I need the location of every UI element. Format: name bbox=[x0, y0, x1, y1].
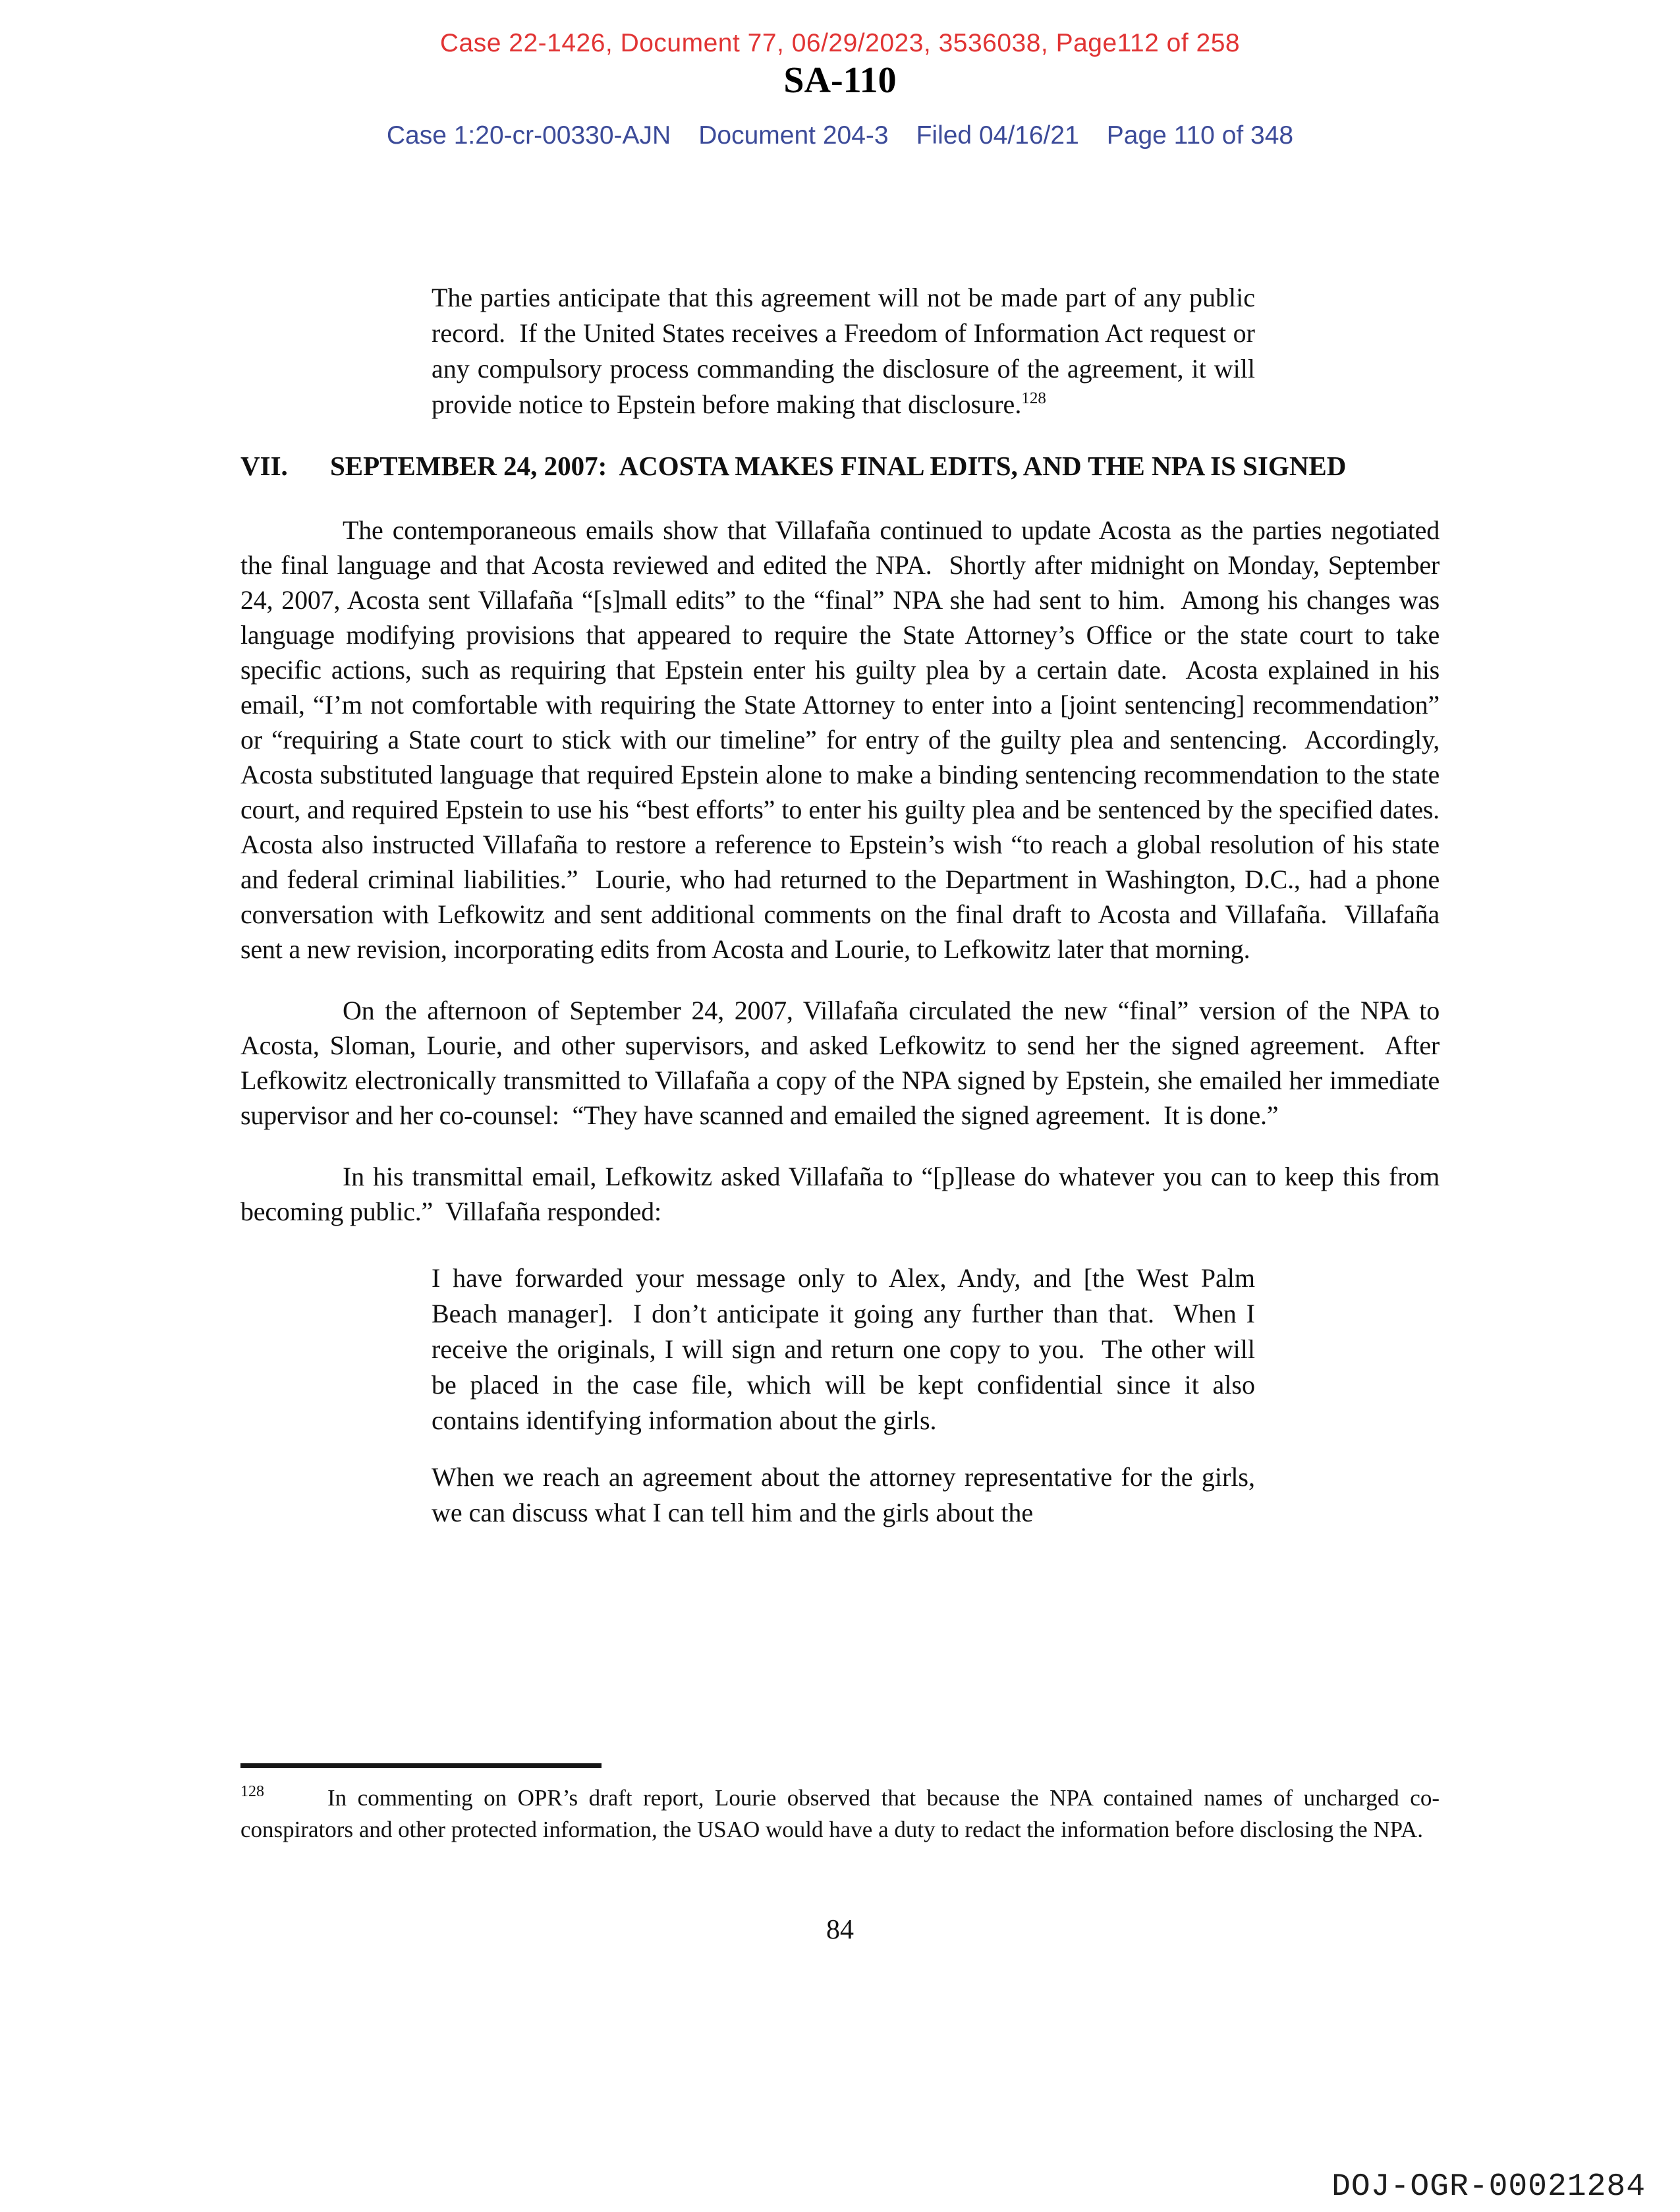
footnote-number: 128 bbox=[240, 1783, 264, 1800]
block-quote-villafana-response-1: I have forwarded your message only to Alex, Andy, and [the West Palm Beach manager]. I don’t anticipate it going any further than that. When I receive the originals, I will sign and return one copy to you. The other will be placed in the case file, which will be kept confidential since it also contains identifying information about the girls. bbox=[432, 1263, 1262, 1435]
body-paragraph-1: The contemporaneous emails show that Villafaña continued to update Acosta as the parties negotiated the final language and that Acosta reviewed and edited the NPA. Shortly after midnight on Monday, September 24, 2007, Acosta sent Villafaña “[s]mall edits” to the “final” NPA she had sent to him. Among his changes was language modifying provisions that appeared to require the State Attorney’s Office or the state court to take specific actions, such as requiring that Epstein enter his guilty plea by a certain date. Acosta explained in his email, “I’m not comfortable with requiring the State Attorney to enter into a [joint sentencing] recommendation” or “requiring a State court to stick with our timeline” for entry of the guilty plea and sentencing. Accordingly, Acosta substituted language that required Epstein alone to make a binding sentencing recommendation to the state court, and required Epstein to use his “best efforts” to enter his guilty plea and be sentenced by the specified dates. Acosta also instructed Villafaña to restore a reference to Epstein’s wish “to reach a global resolution of his state and federal criminal liabilities.” Lourie, who had returned to the Department in Washington, D.C., had a phone conversation with Lefkowitz and sent additional comments on the final draft to Acosta and Villafaña. Villafaña sent a new revision, incorporating edits from Acosta and Lourie, to Lefkowitz later that morning. bbox=[240, 515, 1453, 964]
district-stamp-filed: Filed 04/16/21 bbox=[916, 121, 1079, 150]
block-quote-text: The parties anticipate that this agreement will not be made part of any public record. If the United States receives a Freedom of Information Act request or any compulsory process commanding the disclosure of the agreement, it will provide notice to Epstein before making that disclosure. bbox=[432, 283, 1262, 419]
page-number: 84 bbox=[826, 1915, 854, 1945]
appellate-filing-stamp: Case 22-1426, Document 77, 06/29/2023, 3536038, Page112 of 258 bbox=[439, 29, 1241, 57]
district-stamp-page: Page 110 of 348 bbox=[1106, 121, 1294, 150]
body-paragraph-2: On the afternoon of September 24, 2007, Villafaña circulated the new “final” version of the NPA to Acosta, Sloman, Lourie, and other supervisors, and asked Lefkowitz to send her the signed agreement. After Lefkowitz electronically transmitted to Villafaña a copy of the NPA signed by Epstein, she emailed her immediate supervisor and her co-counsel: “They have scanned and emailed the signed agreement. It is done.” bbox=[240, 996, 1446, 1130]
bates-number: DOJ-OGR-00021284 bbox=[1331, 2169, 1646, 2205]
footnote-block bbox=[240, 1763, 1440, 1846]
footnote-separator bbox=[240, 1763, 602, 1768]
block-quote-villafana-response-2: When we reach an agreement about the attorney representative for the girls, we can discuss what I can tell him and the girls about the bbox=[432, 1462, 1262, 1527]
footnote-128 bbox=[240, 1782, 1440, 1846]
section-heading bbox=[240, 446, 1440, 486]
footnote-text: In commenting on OPR’s draft report, Lourie observed that because the NPA contained names of uncharged co-conspirators and other protected information, the USAO would have a duty to redact the information before disclosing the NPA. bbox=[240, 1785, 1440, 1842]
body-paragraph-3: In his transmittal email, Lefkowitz asked Villafaña to “[p]lease do whatever you can to keep this from becoming public.” Villafaña responded: bbox=[240, 1162, 1446, 1226]
district-stamp-document: Document 204-3 bbox=[698, 121, 889, 150]
footnote-reference: 128 bbox=[1021, 389, 1046, 407]
document-body bbox=[240, 280, 1453, 1531]
district-filing-stamp bbox=[0, 121, 1680, 150]
block-quote-npa-confidentiality bbox=[432, 280, 1262, 422]
district-stamp-case: Case 1:20-cr-00330-AJN bbox=[386, 121, 671, 150]
section-title: SEPTEMBER 24, 2007: ACOSTA MAKES FINAL EDITS, AND THE NPA IS SIGNED bbox=[330, 451, 1347, 481]
section-number: VII. bbox=[240, 451, 288, 481]
appendix-page-label: SA-110 bbox=[783, 60, 897, 101]
